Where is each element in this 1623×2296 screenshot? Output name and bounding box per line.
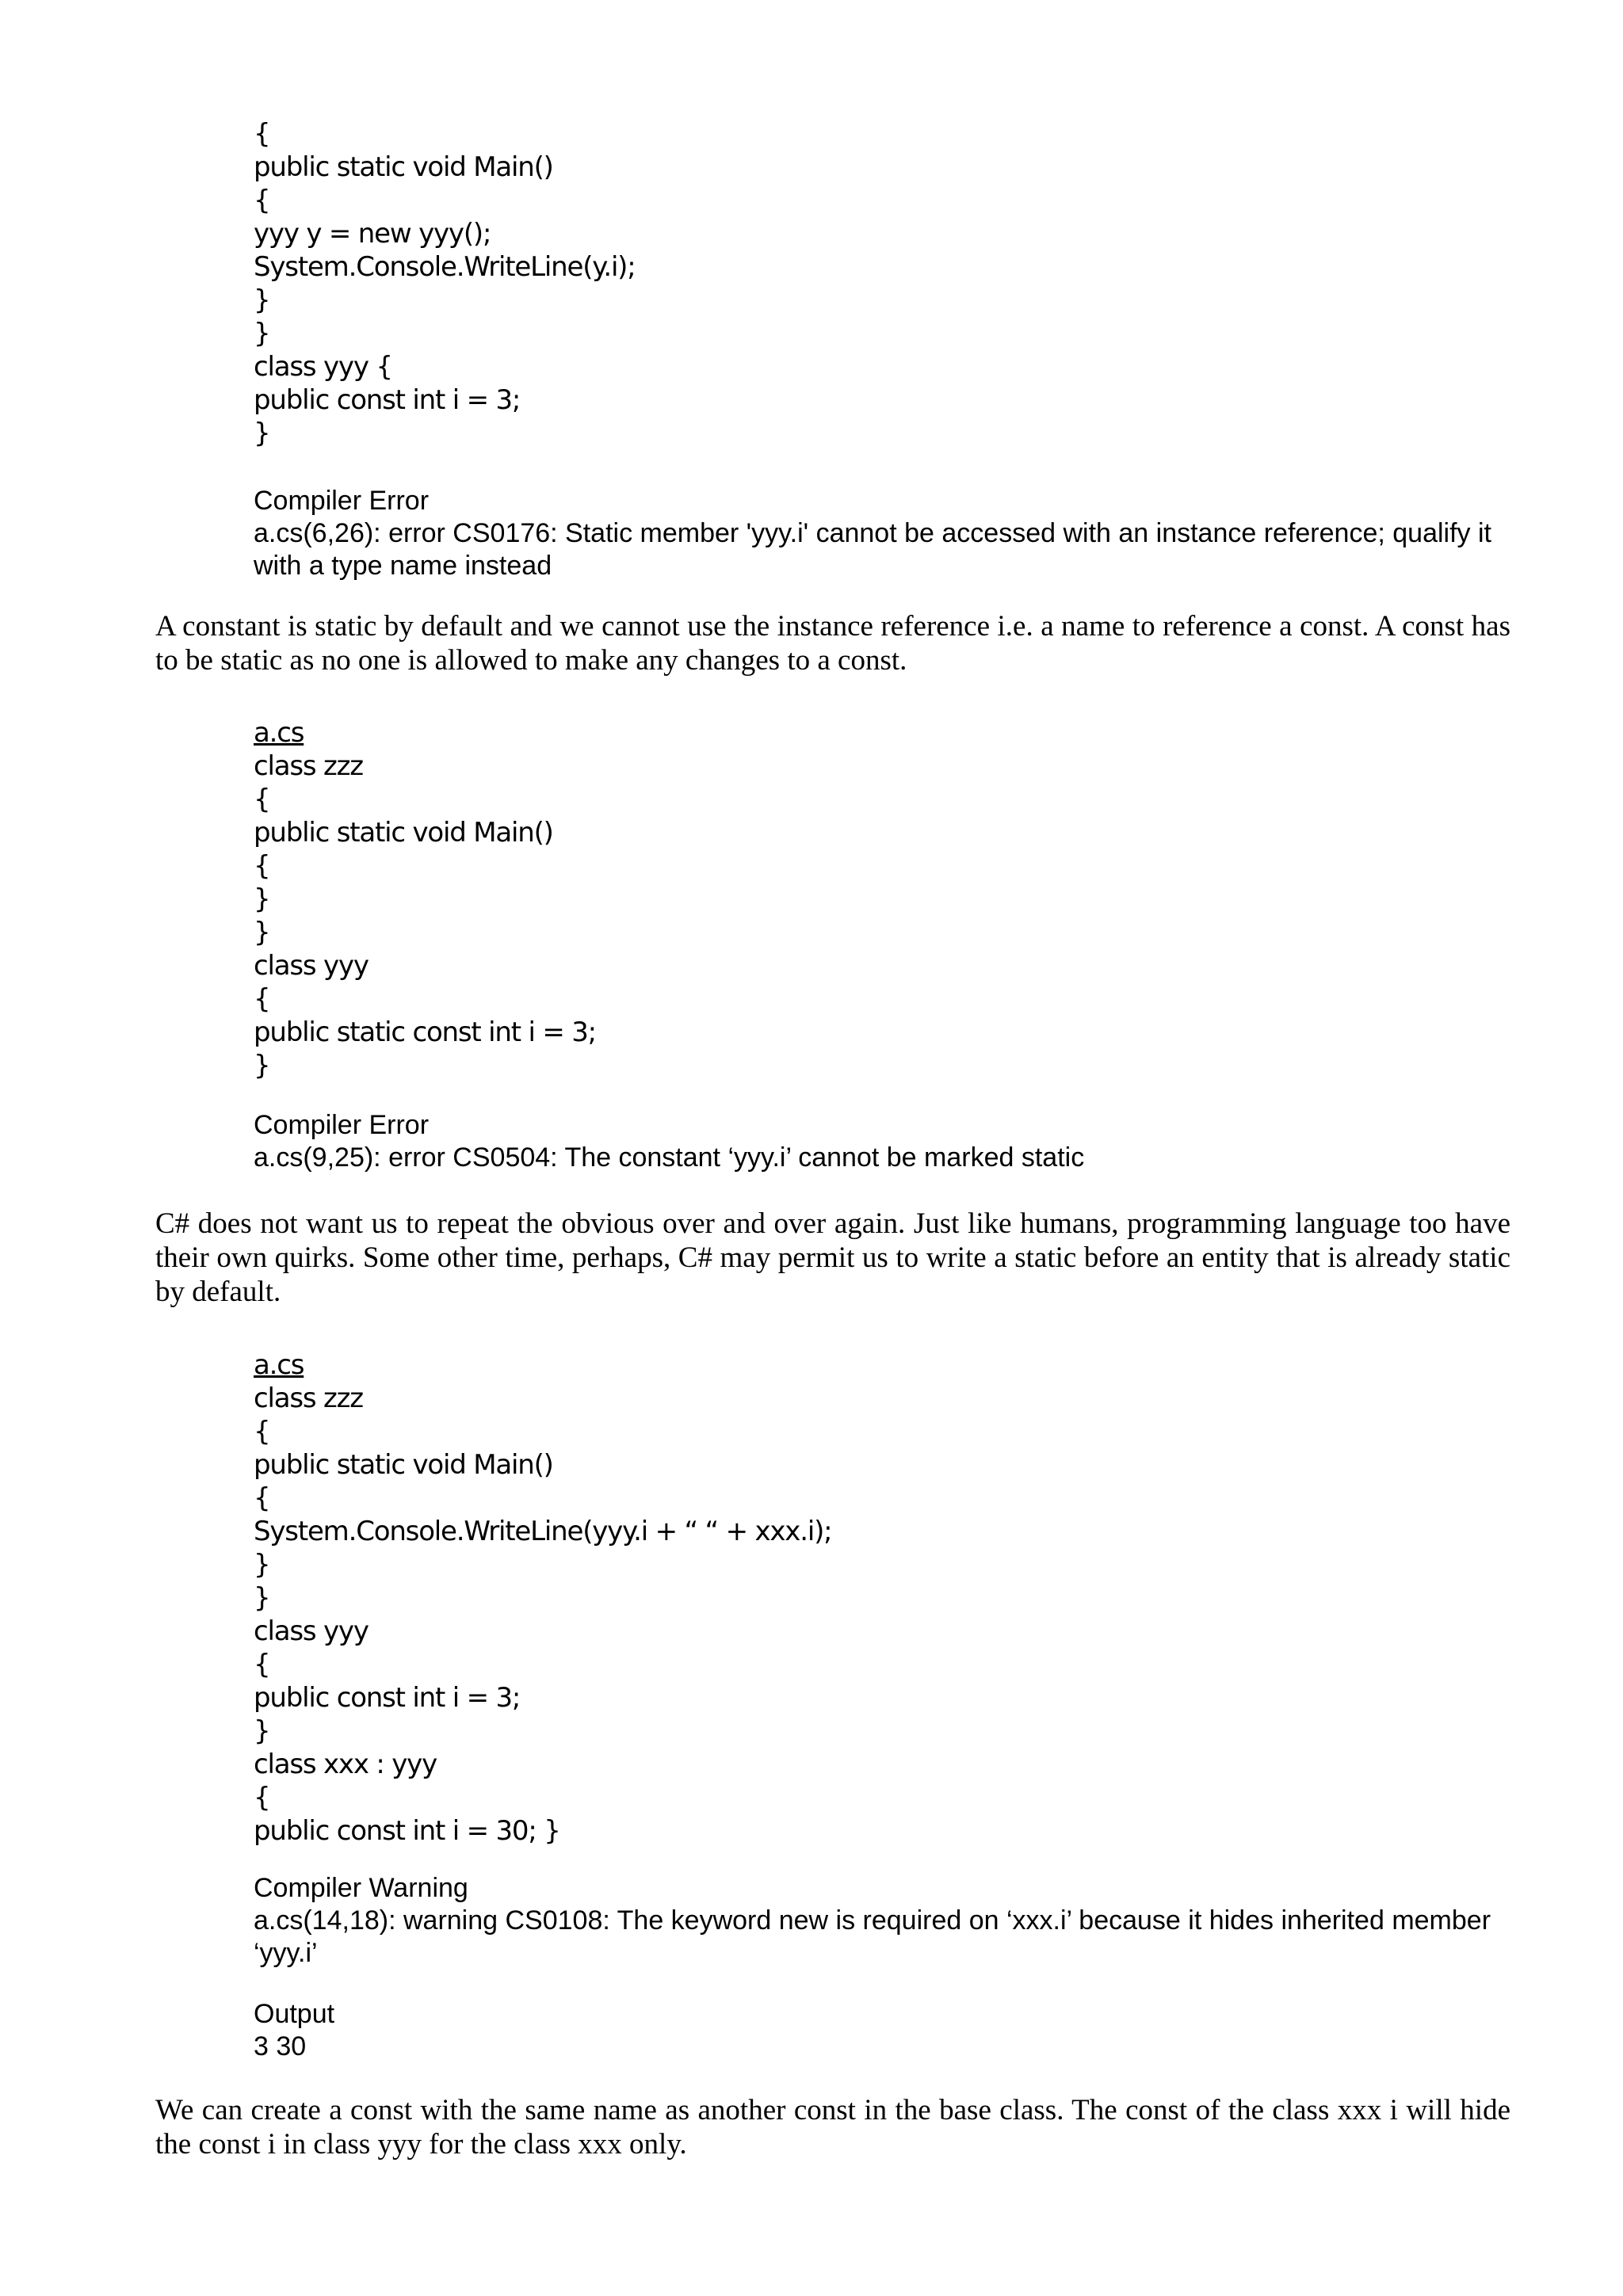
paragraph-3: We can create a const with the same name as another const in the base class. The const of the class xxx i will hide the const i in class yyy for the class xxx only. [155,2094,1510,2161]
code-line: } [254,284,270,316]
code-line: } [254,418,270,449]
message-heading: Compiler Error [254,486,430,516]
code-line: public const int i = 3; [254,1682,521,1714]
message-text: a.cs(14,18): warning CS0108: The keyword new is required on ‘xxx.i’ because it hides inherited member ‘yyy.i’ [254,1905,1491,1968]
compiler-message-1 [254,485,1514,582]
code-line: { [254,1482,270,1514]
code-line: } [254,1582,270,1614]
code-block-3 [254,1348,831,1848]
code-line: { [254,1416,270,1447]
code-line: class yyy [254,1615,369,1647]
code-line: yyy y = new yyy(); [254,218,491,250]
code-line: { [254,118,270,150]
code-line: { [254,983,270,1015]
code-block-2 [254,716,596,1082]
code-line: System.Console.WriteLine(y.i); [254,251,636,283]
code-line: } [254,883,270,915]
code-line: class xxx : yyy [254,1749,437,1780]
code-line: public static void Main() [254,817,553,849]
code-line: { [254,1649,270,1680]
message-text: a.cs(6,26): error CS0176: Static member 'yyy.i' cannot be accessed with an instance reference; qualify it with a type name instead [254,518,1491,581]
message-text: a.cs(9,25): error CS0504: The constant ‘yyy.i’ cannot be marked static [254,1142,1085,1173]
code-line: class zzz [254,750,363,782]
program-output [254,1998,1514,2063]
message-heading: Compiler Error [254,1110,430,1140]
message-heading: Compiler Warning [254,1873,468,1903]
code-line: class zzz [254,1383,363,1414]
code-line: public static const int i = 3; [254,1016,596,1048]
code-line: } [254,917,270,948]
code-line: class yyy [254,950,369,982]
output-heading: Output [254,1999,335,2029]
code-line: { [254,784,270,815]
code-line: } [254,318,270,349]
code-line: } [254,1549,270,1581]
code-line: public const int i = 30; } [254,1815,560,1847]
code-line: public const int i = 3; [254,384,521,416]
file-name: a.cs [254,1349,304,1381]
code-line: { [254,1782,270,1814]
output-value: 3 30 [254,2031,307,2061]
code-line: public static void Main() [254,151,553,183]
code-line: System.Console.WriteLine(yyy.i + “ “ + xxx.i); [254,1516,832,1547]
compiler-warning [254,1872,1514,1970]
code-line: public static void Main() [254,1449,553,1481]
code-line: } [254,1050,270,1081]
code-line: { [254,185,270,216]
code-block-1 [254,117,636,450]
code-line: { [254,850,270,882]
paragraph-2: C# does not want us to repeat the obvious over and over again. Just like humans, programming language too have their own quirks. Some other time, perhaps, C# may permit us to write a static before an entity that is already static by default. [155,1207,1510,1308]
file-name: a.cs [254,717,304,749]
paragraph-1: A constant is static by default and we cannot use the instance reference i.e. a name to reference a const. A const has to be static as no one is allowed to make any changes to a const. [155,610,1510,677]
code-line: } [254,1715,270,1747]
code-line: class yyy { [254,351,392,383]
compiler-message-2 [254,1109,1514,1174]
